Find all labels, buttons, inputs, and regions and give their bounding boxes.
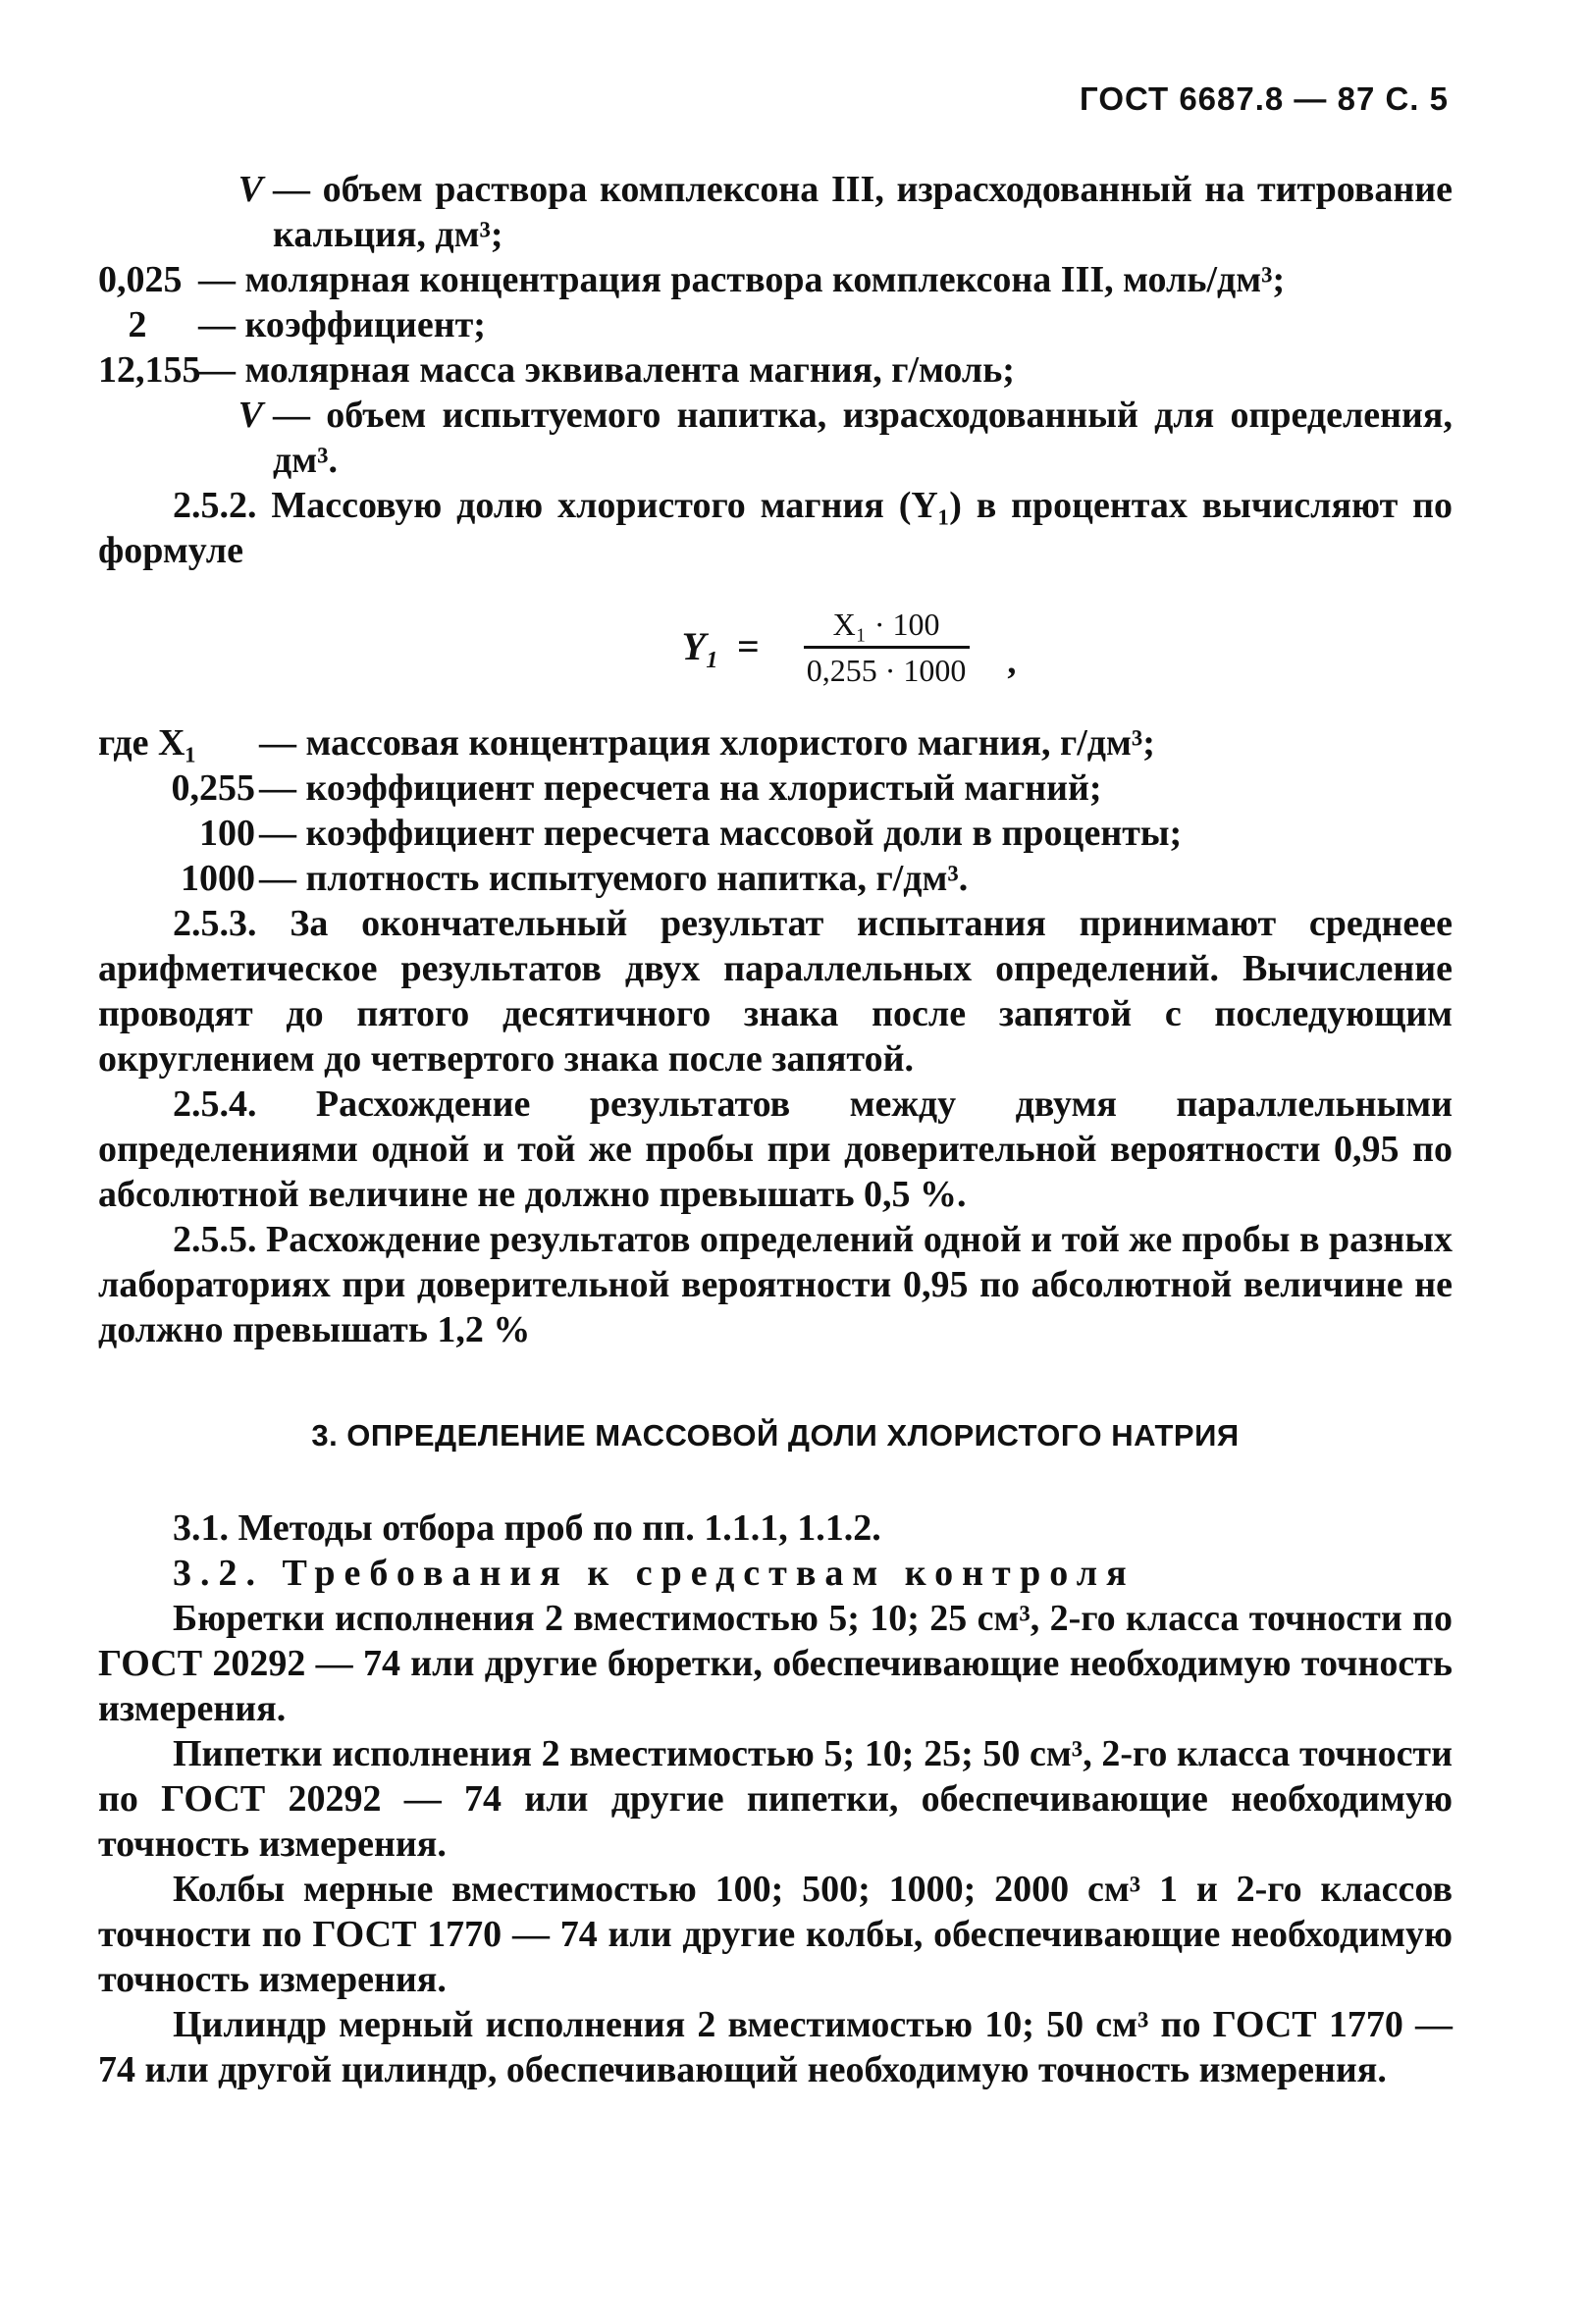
paragraph-2-5-5: 2.5.5. Расхождение результатов определений одной и той же пробы в разных лабораториях при доверительной вероятности 0,95 по абсолютной величине не должно превышать 1,2 % <box>98 1219 1453 1350</box>
definition-symbol: 100 <box>199 813 255 854</box>
running-header: ГОСТ 6687.8 — 87 С. 5 <box>1080 80 1449 117</box>
definition-text: — массовая концентрация хлористого магния, г/дм³; <box>259 722 1155 764</box>
definition-text: — молярная масса эквивалента магния, г/моль; <box>198 349 1015 391</box>
definition-symbol: где X₁ <box>98 722 196 764</box>
page-content <box>98 167 1453 2092</box>
definition-symbol: 12,155 <box>98 349 201 391</box>
definition-list-2 <box>98 720 1453 901</box>
definition-row <box>98 347 1453 393</box>
paragraph-buretki: Бюретки исполнения 2 вместимостью 5; 10; 25 см³, 2-го класса точности по ГОСТ 20292 — 74 или другие бюретки, обеспечивающие необходимую точность измерения. <box>98 1598 1453 1729</box>
definition-symbol: V <box>238 395 263 436</box>
definition-row <box>98 393 1453 483</box>
definition-text: — плотность испытуемого напитка, г/дм³. <box>259 858 969 899</box>
definition-symbol: 0,255 <box>171 767 255 809</box>
definition-symbol: 0,025 <box>98 259 183 300</box>
definition-row <box>98 167 1453 257</box>
formula-trail: , <box>1007 642 1017 681</box>
section-3-title: 3. ОПРЕДЕЛЕНИЕ МАССОВОЙ ДОЛИ ХЛОРИСТОГО НАТРИЯ <box>311 1418 1240 1452</box>
paragraph-2-5-4: 2.5.4. Расхождение результатов между двумя параллельными определениями одной и той же пробы при доверительной вероятности 0,95 по абсолютной величине не должно превышать 0,5 %. <box>98 1083 1453 1215</box>
definition-row <box>98 766 1453 811</box>
formula-denominator: 0,255 · 1000 <box>806 652 967 688</box>
definition-text: — молярная концентрация раствора комплексона III, моль/дм³; <box>198 259 1286 300</box>
definition-text: — коэффициент пересчета массовой доли в проценты; <box>259 813 1183 854</box>
definition-symbol: 2 <box>128 304 147 345</box>
definition-text: — коэффициент пересчета на хлористый магний; <box>259 767 1102 809</box>
paragraph-2-5-3: 2.5.3. За окончательный результат испытания принимают среднеее арифметическое результатов двух параллельных определений. Вычисление проводят до пятого десятичного знака после запятой с последующим округлением до четвертого знака после запятой. <box>98 903 1453 1080</box>
formula-numerator: X₁ · 100 <box>804 605 970 649</box>
definition-row <box>98 257 1453 302</box>
paragraph-kolby: Колбы мерные вместимостью 100; 500; 1000; 2000 см³ 1 и 2-го классов точности по ГОСТ 1770 — 74 или другие колбы, обеспечивающие необходимую точность измерения. <box>98 1869 1453 2000</box>
definition-list-1 <box>98 167 1453 483</box>
formula-fraction <box>777 605 996 690</box>
paragraph-cilindr: Цилиндр мерный исполнения 2 вместимостью 10; 50 см³ по ГОСТ 1770 — 74 или другой цилиндр, обеспечивающий необходимую точность измерения. <box>98 2004 1453 2090</box>
paragraph-pipetki: Пипетки исполнения 2 вместимостью 5; 10; 25; 50 см³, 2-го класса точности по ГОСТ 20292 — 74 или другие пипетки, обеспечивающие необходимую точность измерения. <box>98 1733 1453 1865</box>
definition-row <box>98 856 1453 901</box>
definition-row <box>98 720 1453 766</box>
paragraph-2-5-2: 2.5.2. Массовую долю хлористого магния (Y₁) в процентах вычисляют по формуле <box>98 485 1453 571</box>
definition-row <box>98 302 1453 347</box>
definition-text: — коэффициент; <box>198 304 486 345</box>
formula-equals: = <box>736 624 760 668</box>
formula-y1 <box>245 603 1453 691</box>
definition-text: — объем испытуемого напитка, израсходованный для определения, дм³. <box>273 395 1453 481</box>
formula-lhs: Y₁ <box>681 624 719 668</box>
definition-symbol: 1000 <box>181 858 255 899</box>
definition-symbol: V <box>238 169 263 210</box>
definition-text: — объем раствора комплексона III, израсходованный на титрование кальция, дм³; <box>273 169 1453 255</box>
paragraph-3-1: 3.1. Методы отбора проб по пп. 1.1.1, 1.1.2. <box>173 1507 881 1549</box>
definition-row <box>98 811 1453 856</box>
paragraph-3-2-heading: 3.2. Требования к средствам контроля <box>173 1553 1136 1594</box>
